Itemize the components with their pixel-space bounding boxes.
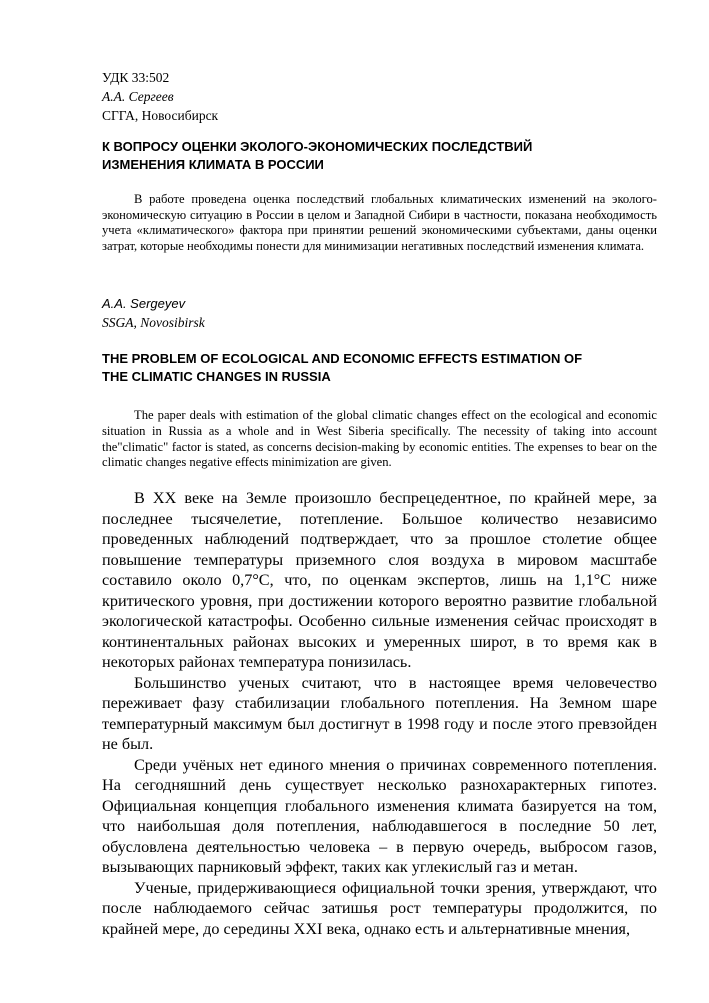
en-header	[102, 294, 205, 332]
body-paragraph: Большинство ученых считают, что в настоящее время человечество переживает фазу стабилизации глобального потепления. На Земном шаре температурный максимум был достигнут в 1998 году и после этого превзойден не был.	[102, 673, 657, 753]
ru-author: А.А. Сергеев	[102, 89, 174, 104]
en-affiliation: SSGA, Novosibirsk	[102, 315, 205, 330]
body-paragraph: Ученые, придерживающиеся официальной точки зрения, утверждают, что после наблюдаемого сейчас затишья рост температуры продолжится, по крайней мере, до середины XXI века, однако есть и альтернативные мнения,	[102, 878, 657, 938]
ru-title	[102, 138, 642, 174]
en-title-line: THE CLIMATIC CHANGES IN RUSSIA	[102, 369, 331, 384]
ru-title-line: ИЗМЕНЕНИЯ КЛИМАТА В РОССИИ	[102, 157, 324, 172]
ru-abstract: В работе проведена оценка последствий глобальных климатических изменений на эколого-экономическую ситуацию в России в целом и Западной Сибири в частности, показана необходимость учета «климатического» фактора при принятии решений экономическими субъектами, даны оценки затрат, которые необходимы понести для минимизации негативных последствий изменения климата.	[102, 192, 657, 253]
ru-header	[102, 68, 218, 125]
body-paragraph: Среди учёных нет единого мнения о причинах современного потепления. На сегодняшний день существует несколько разнохарактерных гипотез. Официальная концепция глобального изменения климата базируется на том, что наибольшая доля потепления, наблюдавшегося в последние 50 лет, обусловлена деятельностью человека – в первую очередь, выбросом газов, вызывающих парниковый эффект, таких как углекислый газ и метан.	[102, 755, 657, 876]
en-author: A.A. Sergeyev	[102, 296, 186, 311]
en-title	[102, 350, 642, 386]
udc-code: УДК 33:502	[102, 70, 170, 85]
en-abstract: The paper deals with estimation of the global climatic changes effect on the ecological and economic situation in Russia as a whole and in West Siberia specifically. The necessity of taking into account the"climatic" factor is stated, as concerns decision-making by economic entities. The expenses to bear on the climatic changes negative effects minimization are given.	[102, 408, 657, 470]
body-paragraph: В XX веке на Земле произошло беспрецедентное, по крайней мере, за последнее тысячелетие, потепление. Большое количество независимо проведенных наблюдений подтверждает, что за прошлое столетие общее повышение температуры приземного слоя воздуха в мировом масштабе составило около 0,7°С, что, по оценкам экспертов, лишь на 1,1°С ниже критического уровня, при достижении которого вероятно развитие глобальной экологической катастрофы. Особенно сильные изменения сейчас происходят в континентальных районах высоких и умеренных широт, в то время как в некоторых районах температура понизилась.	[102, 489, 657, 671]
main-body	[102, 488, 657, 939]
ru-title-line: К ВОПРОСУ ОЦЕНКИ ЭКОЛОГО-ЭКОНОМИЧЕСКИХ ПОСЛЕДСТВИЙ	[102, 139, 533, 154]
ru-affiliation: СГГА, Новосибирск	[102, 108, 219, 123]
en-title-line: THE PROBLEM OF ECOLOGICAL AND ECONOMIC EFFECTS ESTIMATION OF	[102, 351, 583, 366]
